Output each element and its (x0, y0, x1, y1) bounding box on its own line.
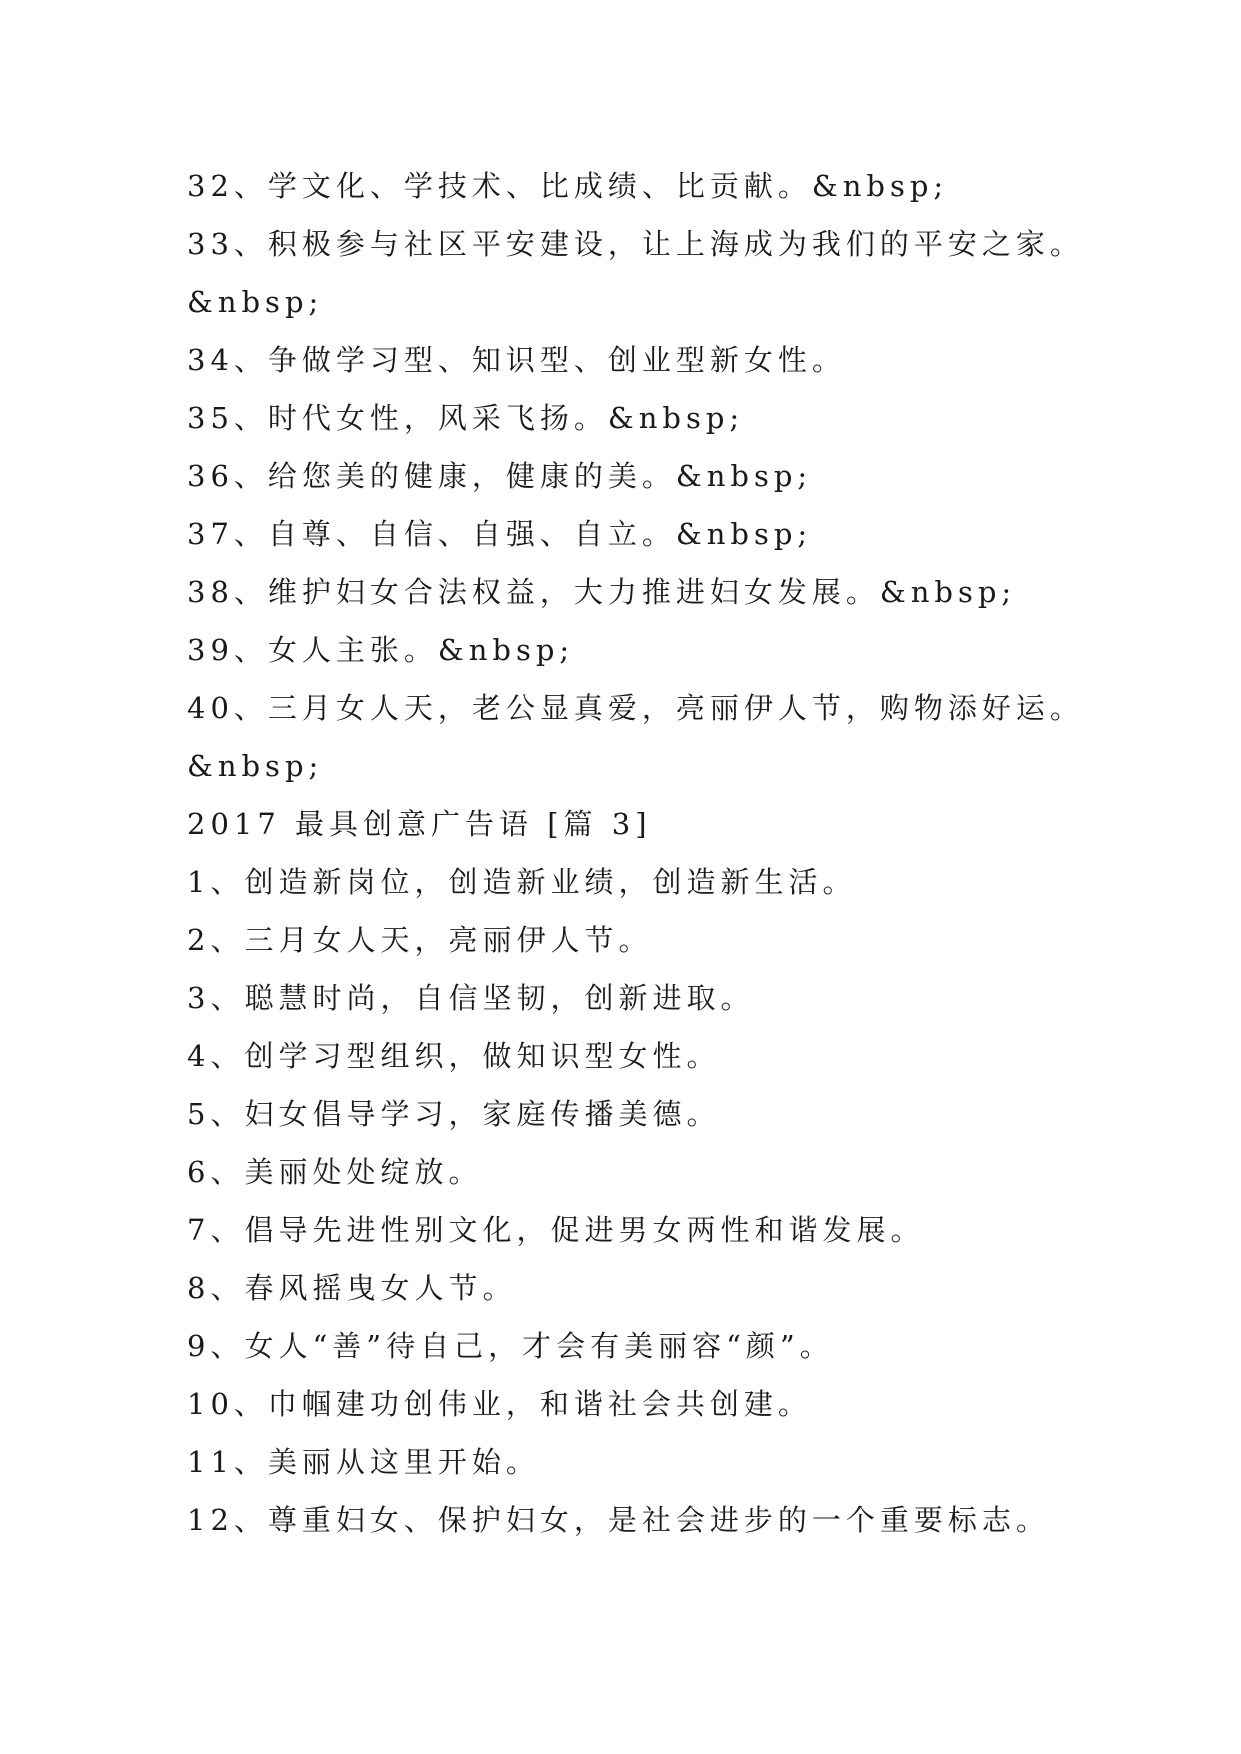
text-line: &nbsp; (187, 285, 324, 319)
text-line: 10、巾帼建功创伟业，和谐社会共创建。 (187, 1387, 812, 1421)
text-line: 11、美丽从这里开始。 (187, 1445, 540, 1479)
section-heading: 2017 最具创意广告语 [篇 3] (187, 807, 652, 841)
text-line: 32、学文化、学技术、比成绩、比贡献。&nbsp; (187, 169, 949, 203)
text-line: 34、争做学习型、知识型、创业型新女性。 (187, 343, 846, 377)
text-line: 40、三月女人天，老公显真爱，亮丽伊人节，购物添好运。 (187, 691, 1084, 725)
text-line: 33、积极参与社区平安建设，让上海成为我们的平安之家。 (187, 227, 1084, 261)
text-line: 8、春风摇曳女人节。 (187, 1271, 517, 1305)
text-line: 2、三月女人天，亮丽伊人节。 (187, 923, 653, 957)
text-line: 7、倡导先进性别文化，促进男女两性和谐发展。 (187, 1213, 925, 1247)
text-line: 5、妇女倡导学习，家庭传播美德。 (187, 1097, 721, 1131)
text-line: 1、创造新岗位，创造新业绩，创造新生活。 (187, 865, 857, 899)
text-line: 9、女人“善”待自己，才会有美丽容“颜”。 (187, 1329, 834, 1363)
text-line: &nbsp; (187, 749, 324, 783)
text-line: 6、美丽处处绽放。 (187, 1155, 483, 1189)
text-line: 12、尊重妇女、保护妇女，是社会进步的一个重要标志。 (187, 1503, 1050, 1537)
text-line: 36、给您美的健康，健康的美。&nbsp; (187, 459, 813, 493)
text-line: 37、自尊、自信、自强、自立。&nbsp; (187, 517, 813, 551)
text-line: 39、女人主张。&nbsp; (187, 633, 575, 667)
text-line: 38、维护妇女合法权益，大力推进妇女发展。&nbsp; (187, 575, 1017, 609)
document-body (187, 157, 1087, 1549)
text-line: 35、时代女性，风采飞扬。&nbsp; (187, 401, 745, 435)
text-line: 4、创学习型组织，做知识型女性。 (187, 1039, 721, 1073)
text-line: 3、聪慧时尚，自信坚韧，创新进取。 (187, 981, 755, 1015)
